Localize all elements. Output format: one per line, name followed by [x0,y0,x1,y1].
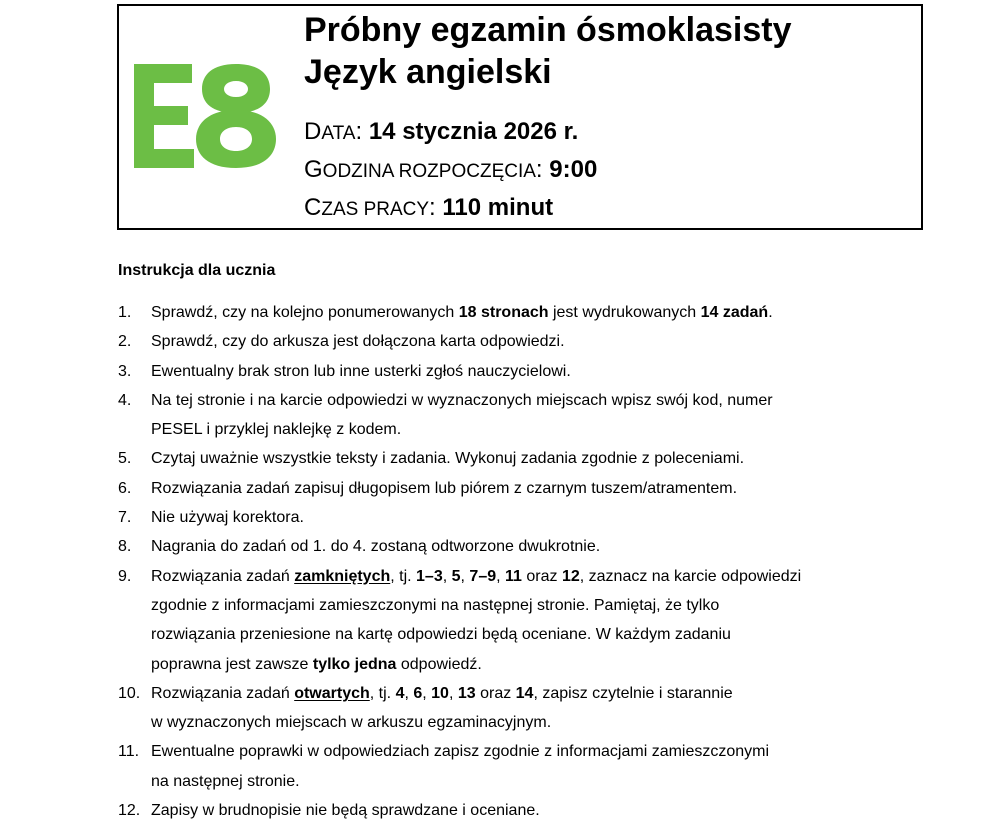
instruction-text: Nie używaj korektora. [151,509,304,527]
instruction-text: oraz [475,684,516,702]
exam-duration [304,193,553,225]
instruction-number: 8. [118,538,132,556]
instruction-item [118,357,918,386]
instructions-list [118,298,918,825]
instruction-item [118,298,918,327]
instruction-text: Na tej stronie i na karcie odpowiedzi w wyznaczonych miejscach wpisz swój kod, numer [151,391,773,409]
instruction-text: PESEL i przyklej naklejkę z kodem. [151,421,402,439]
instruction-text: 18 stronach [458,304,549,321]
start-label-rest: ODZINA ROZPOCZĘCIA [322,161,536,182]
instruction-text: Rozwiązania zadań [151,684,295,702]
instruction-text: 13 [457,684,476,702]
instruction-text: 7–9 [469,567,497,585]
instruction-text: , [422,684,432,702]
instruction-text: w wyznaczonych miejscach w arkuszu egzaminacyjnym. [151,714,552,732]
instruction-item [118,737,918,796]
instruction-text: 1–3 [416,567,443,585]
instruction-item [118,386,918,445]
instruction-item [118,444,918,473]
start-time-value: 9:00 [549,156,598,183]
date-label-colon: : [355,118,363,145]
date-label-initial: D [304,118,322,145]
exam-date [304,117,578,149]
instruction-text: na następnej stronie. [151,772,300,790]
instruction-number: 12. [118,802,141,820]
instruction-text: tylko jedna [312,655,397,673]
instruction-text: , [448,684,458,702]
instruction-item [118,474,918,503]
instruction-text: , zaznacz na karcie odpowiedzi [579,567,802,585]
instruction-item [118,503,918,532]
instruction-text: , [442,567,452,585]
instruction-text: 4 [395,684,405,702]
instruction-number: 10. [118,684,141,702]
instruction-number: 1. [118,304,132,321]
instruction-text: Czytaj uważnie wszystkie teksty i zadania. Wykonuj zadania zgodnie z poleceniami. [151,450,745,468]
instruction-number: 2. [118,333,132,351]
instruction-text: 5 [451,567,461,585]
instruction-text: Rozwiązania zadań [151,567,295,585]
instruction-text: Ewentualne poprawki w odpowiedziach zapisz zgodnie z informacjami zamieszczonymi [151,743,770,761]
instructions-heading: Instrukcja dla ucznia [118,262,276,279]
instruction-number: 3. [118,362,132,380]
instruction-text: Sprawdź, czy na kolejno ponumerowanych [151,304,459,321]
instruction-text: poprawna jest zawsze [151,655,313,673]
date-value: 14 stycznia 2026 r. [368,118,579,145]
instruction-item [118,562,918,679]
instruction-text: , [404,684,414,702]
instruction-number: 11. [118,743,140,761]
instruction-text: , [496,567,506,585]
instruction-item [118,532,918,561]
date-label-rest: ATA [321,123,356,144]
duration-label-initial: C [304,194,322,221]
instruction-item [118,796,918,825]
duration-label-rest: ZAS PRACY [321,199,430,220]
instruction-text: rozwiązania przeniesione na kartę odpowiedzi będą oceniane. W każdym zadaniu [151,626,731,644]
start-label-initial: G [304,156,323,183]
instruction-text: 10 [431,684,449,702]
instruction-text: otwartych [294,684,370,702]
instruction-text: 6 [413,684,423,702]
instruction-text: 11 [505,567,522,585]
instruction-number: 6. [118,479,132,497]
instruction-text: , tj. [369,684,396,702]
instruction-text: 12 [561,567,580,585]
exam-start-time [304,155,597,187]
instruction-text: , zapisz czytelnie i starannie [533,684,733,702]
instruction-text: Sprawdź, czy do arkusza jest dołączona karta odpowiedzi. [151,333,565,351]
instruction-item [118,679,918,738]
exam-title: Próbny egzamin ósmoklasisty [304,11,792,49]
instruction-text: 14 zadań [700,304,769,321]
instruction-text: Zapisy w brudnopisie nie będą sprawdzane i oceniane. [151,802,540,820]
instruction-text: 14 [515,684,534,702]
instruction-text: , tj. [390,567,417,585]
title-block [304,9,792,93]
duration-label-colon: : [429,194,436,221]
exam-subject: Język angielski [304,53,552,91]
instruction-number: 4. [118,391,132,409]
instruction-text: zamkniętych [294,567,391,585]
instruction-number: 9. [118,567,132,585]
instruction-text: Ewentualny brak stron lub inne usterki zgłoś nauczycielowi. [151,362,571,380]
instruction-text: odpowiedź. [396,655,482,673]
instruction-text: Rozwiązania zadań zapisuj długopisem lub piórem z czarnym tuszem/atramentem. [151,479,738,497]
instruction-text: jest wydrukowanych [548,304,701,321]
instruction-number: 5. [118,450,132,468]
instruction-text: . [768,304,773,321]
instruction-text: zgodnie z informacjami zamieszczonymi na następnej stronie. Pamiętaj, że tylko [151,596,720,614]
instruction-text: oraz [521,567,562,585]
e8-logo-icon [134,64,278,168]
start-label-colon: : [535,156,543,183]
instruction-item [118,327,918,356]
instruction-text: , [460,567,470,585]
instruction-number: 7. [118,509,132,527]
instruction-text: Nagrania do zadań od 1. do 4. zostaną odtworzone dwukrotnie. [151,538,601,556]
duration-value: 110 minut [442,194,554,221]
